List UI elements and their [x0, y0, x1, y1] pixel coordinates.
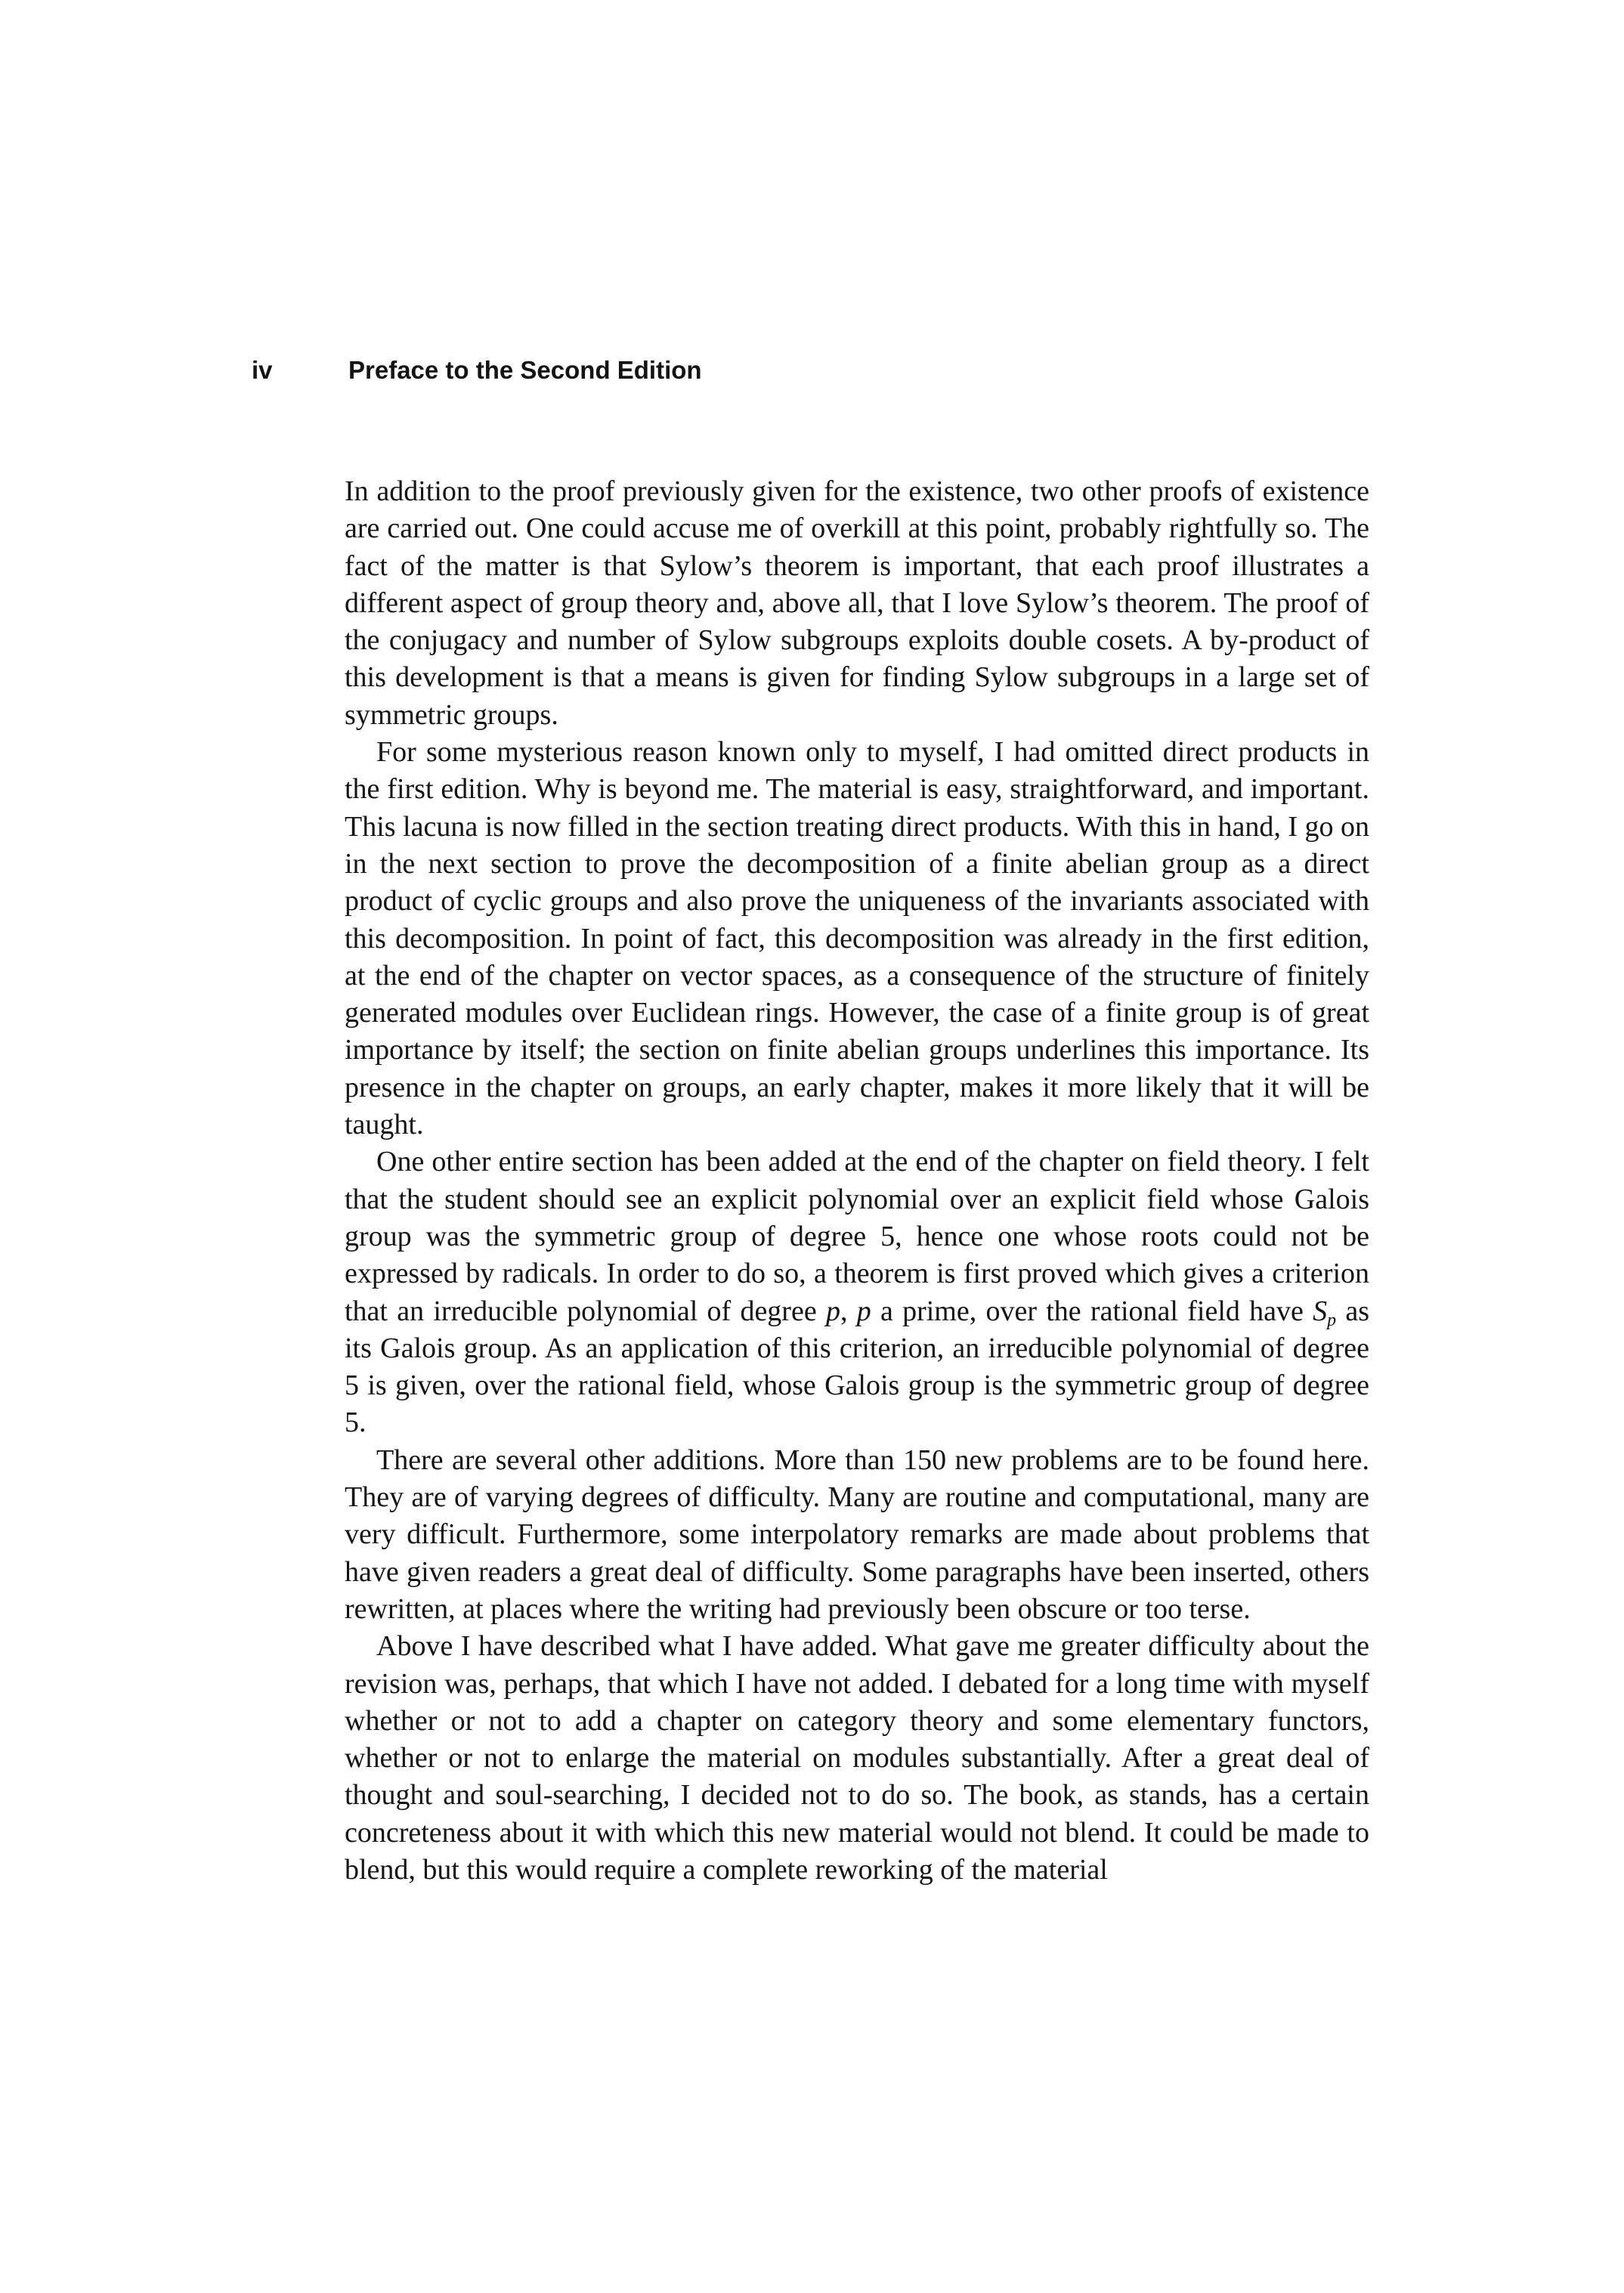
math-variable-p: p: [825, 1295, 840, 1327]
symmetric-group-subscript: p: [1327, 1310, 1337, 1330]
paragraph-omissions: Above I have described what I have added. What gave me greater difficulty about the revision was, perhaps, that which I have not added. I debated for a long time with myself whether or not to add a chapter on category theory and some elementary functors, whether or not to enlarge the material on modules substantially. After a great deal of thought and soul-searching, I decided not to do so. The book, as stands, has a certain concreteness about it with which this new material would not blend. It could be made to blend, but this would require a complete reworking of the material: [345, 1630, 1369, 1886]
paragraph-galois-section: [345, 1143, 1369, 1441]
galois-text-part-2: a prime, over the rational field have: [871, 1295, 1313, 1327]
galois-text-part-1: One other entire section has been added at the end of the chapter on field theory. I felt that the student should see an explicit polynomial over an explicit field whose Galois group was the symmetric group of degree 5, hence one whose roots could not be expressed by radicals. In order to do so, a theorem is first proved which gives a criterion that an irreducible polynomial of degree: [345, 1146, 1369, 1327]
galois-text-part-3: as its Galois group. As an application of this criterion, an irreducible polynomial of degree 5 is given, over the rational field, whose Galois group is the symmetric group of degree 5.: [345, 1295, 1370, 1439]
symmetric-group-symbol: S: [1313, 1295, 1328, 1327]
paragraph-other-additions: There are several other additions. More than 150 new problems are to be found here. They are of varying degrees of difficulty. Many are routine and computational, many are very difficult. Furthermore, some interpolatory remarks are made about problems that have given readers a great deal of difficulty. Some paragraphs have been inserted, others rewritten, at places where the writing had previously been obscure or too terse.: [345, 1444, 1369, 1625]
math-variable-p: p: [856, 1295, 871, 1327]
paragraph-sylow-proofs: In addition to the proof previously given for the existence, two other proofs of existence are carried out. One could accuse me of overkill at this point, probably rightfully so. The fact of the matter is that Sylow’s theorem is important, that each proof illustrates a different aspect of group theory and, above all, that I love Sylow’s theorem. The proof of the conjugacy and number of Sylow subgroups exploits double cosets. A by-product of this development is that a means is given for finding Sylow subgroups in a large set of symmetric groups.: [345, 475, 1369, 731]
galois-text-comma: ,: [840, 1295, 857, 1327]
page-number: iv: [252, 356, 273, 384]
running-title: Preface to the Second Edition: [348, 356, 702, 384]
running-head: [252, 354, 1385, 387]
paragraph-direct-products: For some mysterious reason known only to myself, I had omitted direct products in the first edition. Why is beyond me. The material is easy, straightforward, and important. This lacuna is now filled in the section treating direct products. With this in hand, I go on in the next section to prove the decomposition of a finite abelian group as a direct product of cyclic groups and also prove the uniqueness of the invariants associated with this decomposition. In point of fact, this decomposition was already in the first edition, at the end of the chapter on vector spaces, as a consequence of the structure of finitely generated modules over Euclidean rings. However, the case of a finite group is of great importance by itself; the section on finite abelian groups underlines this importance. Its presence in the chapter on groups, an early chapter, makes it more likely that it will be taught.: [345, 736, 1369, 1141]
body-text: [345, 473, 1369, 1889]
